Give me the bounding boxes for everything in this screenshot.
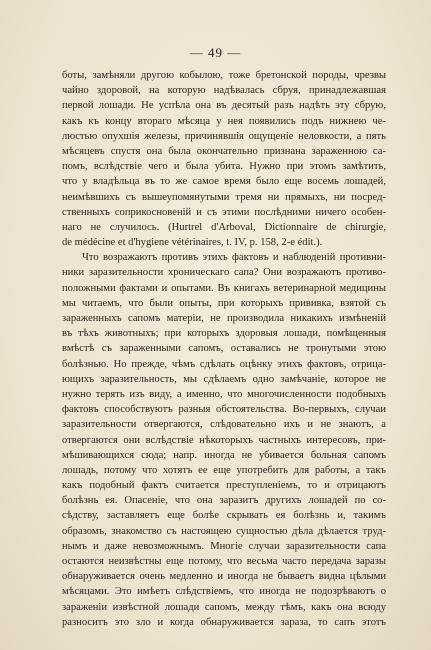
text-line: положными фактами и опытами. Въ книгахъ ветеринарной медицины xyxy=(62,282,386,294)
body-text xyxy=(62,68,386,630)
text-line: болѣзнью. Но прежде, чѣмъ сдѣлать оцѣнку этихъ фактовъ, отрица- xyxy=(62,358,386,370)
text-line: образомъ, знакомство съ настоящею сущностью дѣла дѣлается труд- xyxy=(62,525,386,537)
text-line: наго не случилось. (Hurtrel d'Arboval, Dictionnaire de chirurgie, xyxy=(62,221,386,233)
text-line: Что возражаютъ противъ этихъ фактовъ и наблюденій противни- xyxy=(82,252,386,264)
text-line: ющихъ заразительность, мы сдѣлаемъ одно замѣчаніе, которое не xyxy=(62,373,386,385)
text-line: какъ къ концу втораго мѣсяца у нея появились подъ нижнею че- xyxy=(62,115,386,127)
text-line: de médécine et d'hygiene vétérinaires, t. IV, p. 158, 2-е édit.). xyxy=(62,237,323,249)
text-line: мѣсяцевъ спустя она была окончательно признана зараженною са- xyxy=(62,145,386,157)
text-line: вмѣстѣ съ зараженными сапомъ, оставались не тронутыми этою xyxy=(62,343,386,355)
text-line: въ тѣхъ животныхъ; при которыхъ здоровыя лошади, помѣщенныя xyxy=(62,328,386,340)
text-line: мѣсяцами. Это имѣетъ слѣдствіемъ, что иногда не подозрѣваютъ о xyxy=(62,586,386,598)
text-line: нужно терять изъ виду, а именно, что многочисленности подобныхъ xyxy=(62,388,386,400)
text-line: зараженіи извѣстной лошади сапомъ, между тѣмъ, какъ она всюду xyxy=(62,601,386,613)
paragraph-2 xyxy=(62,250,386,630)
text-line: люстью опухшія железы, причинявшія ощущеніе неловкости, а пять xyxy=(62,130,386,142)
text-line: фактовъ способствуютъ разныя обстоятельства. Во-первыхъ, случаи xyxy=(62,404,386,416)
text-line: зараженныхъ сапомъ матеріи, не производила никакихъ измѣненій xyxy=(62,313,386,324)
text-line: болѣзнь ея. Опасеніе, что она заразитъ другихъ лошадей по со- xyxy=(62,495,386,507)
paragraph-1 xyxy=(62,68,386,250)
text-line: неимѣвшихъ съ вышеупомянутыми тремя ни прямыхъ, ни посред- xyxy=(62,191,386,203)
text-line: какъ подобный фактъ считается преступленіемъ, то и отрицаютъ xyxy=(62,480,386,492)
text-line: отвергаются они вслѣдствіе нѣкоторыхъ частныхъ интересовъ, при- xyxy=(62,434,386,446)
text-line: сѣдству, заставляетъ еще болѣе скрывать ея болѣзнь и, такимъ xyxy=(62,510,386,522)
text-line: ники заразительности хроническаго сапа? Они возражаютъ противо- xyxy=(62,267,386,279)
text-line: нымъ и даже невозможнымъ. Многіе случаи заразительности сапа xyxy=(62,540,386,552)
text-line: чайно здоровой, на которую надѣвалась сбруя, принадлежавшая xyxy=(62,85,386,97)
text-line: обнаруживается очень медленно и иногда не бываетъ видна цѣлыми xyxy=(62,571,386,583)
text-line: ственныхъ соприкосновеній и съ этими послѣдними ничего особен- xyxy=(62,206,386,218)
page-number: — 49 — xyxy=(189,45,242,60)
text-line: лошадь, потому что хотятъ ее еще употребить для работы, а такъ xyxy=(62,464,386,476)
text-line: остаются неизвѣстны еще потому, что весьма часто передача заразы xyxy=(62,556,386,567)
text-line: мѣшивающихся сюда; напр. иногда не убивается больная сапомъ xyxy=(62,449,386,461)
text-line: что у владѣльца въ то же самое время было еще восемь лошадей, xyxy=(62,176,386,188)
text-line: заразительности отвергаются, слѣдовательно ихъ и не знаютъ, а xyxy=(62,419,386,431)
text-line: разноситъ это зло и когда обнаруживается зараза, то сапъ этотъ xyxy=(62,616,386,628)
text-line: боты, замѣняли другою кобылою, тоже бретонской породы, чрезвы xyxy=(62,70,386,81)
text-line: помъ, вслѣдствіе чего и была убита. Нужно при этомъ замѣтить, xyxy=(62,161,386,173)
text-line: первой лошади. Не успѣла она въ десятый разъ надѣть эту сбрую, xyxy=(62,100,386,112)
text-line: мы читаемъ, что были опыты, при которыхъ прививка, взятой съ xyxy=(62,297,386,309)
